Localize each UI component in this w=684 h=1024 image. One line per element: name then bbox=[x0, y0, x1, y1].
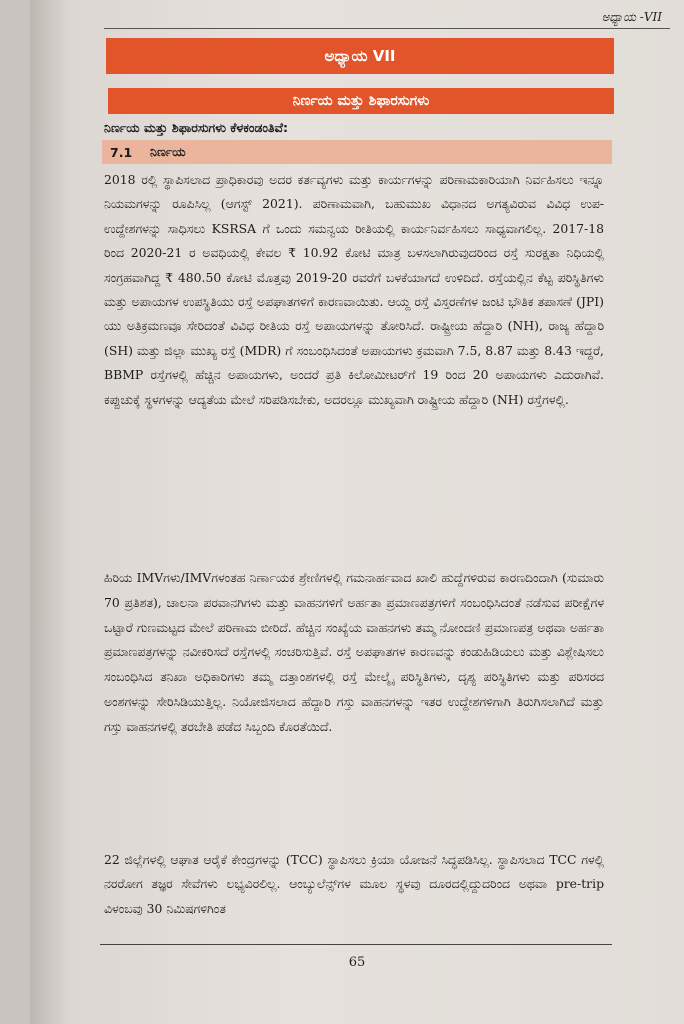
document-page bbox=[30, 0, 684, 1024]
footer-rule bbox=[100, 944, 612, 945]
intro-line: ನಿರ್ಣಯ ಮತ್ತು ಶಿಫಾರಸುಗಳು ಕೆಳಕಂಡಂತಿವೆ: bbox=[104, 120, 289, 135]
header-rule bbox=[104, 28, 670, 29]
subsection-number: 7.1 bbox=[110, 144, 133, 160]
paragraph-3: 22 ಜಿಲ್ಲೆಗಳಲ್ಲಿ ಆಘಾತ ಆರೈಕೆ ಕೇಂದ್ರಗಳನ್ನು (TCC) ಸ್ಥಾಪಿಸಲು ಕ್ರಿಯಾ ಯೋಜನೆ ಸಿದ್ಧಪಡಿಸಿಲ್ಲ. ಸ್ಥಾಪಿಸಲಾದ TCC ಗಳಲ್ಲಿ ನರರೋಗ ತಜ್ಞರ ಸೇವೆಗಳು ಲಭ್ಯವಿರಲಿಲ್ಲ. ಆಂಬ್ಯುಲೆನ್ಸ್‌ಗಳ ಮೂಲ ಸ್ಥಳವು ದೂರದಲ್ಲಿದ್ದುದರಿಂದ ಅಥವಾ pre-trip ವಿಳಂಬವು 30 ನಿಮಿಷಗಳಿಗಿಂತ bbox=[104, 852, 604, 916]
paragraph-2: ಹಿರಿಯ IMVಗಳು/IMVಗಳಂತಹ ನಿರ್ಣಾಯಕ ಶ್ರೇಣಿಗಳಲ್ಲಿ ಗಮನಾರ್ಹವಾದ ಖಾಲಿ ಹುದ್ದೆಗಳಿರುವ ಕಾರಣದಿಂದಾಗಿ (ಸುಮಾರು 70 ಪ್ರತಿಶತ), ಚಾಲನಾ ಪರವಾನಗಿಗಳು ಮತ್ತು ವಾಹನಗಳಿಗೆ ಅರ್ಹತಾ ಪ್ರಮಾಣಪತ್ರಗಳಿಗೆ ಸಂಬಂಧಿಸಿದಂತೆ ನಡೆಸುವ ಪರೀಕ್ಷೆಗಳ ಒಟ್ಟಾರೆ ಗುಣಮಟ್ಟದ ಮೇಲೆ ಪರಿಣಾಮ ಬೀರಿದೆ. ಹೆಚ್ಚಿನ ಸಂಖ್ಯೆಯ ವಾಹನಗಳು ತಮ್ಮ ನೋಂದಣಿ ಪ್ರಮಾಣಪತ್ರ ಅಥವಾ ಅರ್ಹತಾ ಪ್ರಮಾಣಪತ್ರಗಳನ್ನು ನವೀಕರಿಸದೆ ರಸ್ತೆಗಳಲ್ಲಿ ಸಂಚರಿಸುತ್ತಿವೆ. ರಸ್ತೆ ಅಪಘಾತಗಳ ಕಾರಣವನ್ನು ಕಂಡುಹಿಡಿಯಲು ಮತ್ತು ವಿಶ್ಲೇಷಿಸಲು ಸಂಬಂಧಿಸಿದ ತನಿಖಾ ಅಧಿಕಾರಿಗಳು ತಮ್ಮ ದತ್ತಾಂಶಗಳಲ್ಲಿ ರಸ್ತೆ ಮೇಲ್ಮೈ ಪರಿಸ್ಥಿತಿಗಳು, ದೃಶ್ಯ ಪರಿಸ್ಥಿತಿಗಳು ಮತ್ತು ಪರಿಸರದ ಅಂಶಗಳನ್ನು ಸೇರಿಸಿಡಿಯುತ್ತಿಲ್ಲ. ನಿಯೋಜಿಸಲಾದ ಹೆದ್ದಾರಿ ಗಸ್ತು ವಾಹನಗಳನ್ನು ಇತರ ಉದ್ದೇಶಗಳಿಗಾಗಿ ತಿರುಗಿಸಲಾಗಿದೆ ಮತ್ತು ಗಸ್ತು ವಾಹನಗಳಲ್ಲಿ ತರಬೇತಿ ಪಡೆದ ಸಿಬ್ಬಂದಿ ಕೊರತೆಯಿದೆ. bbox=[104, 570, 604, 734]
section-title-bar bbox=[108, 88, 614, 114]
section-title: ನಿರ್ಣಯ ಮತ್ತು ಶಿಫಾರಸುಗಳು bbox=[292, 93, 430, 109]
paragraph-1: 2018 ರಲ್ಲಿ ಸ್ಥಾಪಿಸಲಾದ ಪ್ರಾಧಿಕಾರವು ಅದರ ಕರ್ತವ್ಯಗಳು ಮತ್ತು ಕಾರ್ಯಗಳನ್ನು ಪರಿಣಾಮಕಾರಿಯಾಗಿ ನಿರ್ವಹಿಸಲು ಇನ್ನೂ ನಿಯಮಗಳನ್ನು ರೂಪಿಸಿಲ್ಲ (ಆಗಸ್ಟ್ 2021). ಪರಿಣಾಮವಾಗಿ, ಬಹುಮುಖ ವಿಧಾನದ ಅಗತ್ಯವಿರುವ ವಿವಿಧ ಉಪ-ಉದ್ದೇಶಗಳನ್ನು ಸಾಧಿಸಲು KSRSA ಗೆ ಒಂದು ಸಮನ್ವಯ ರೀತಿಯಲ್ಲಿ ಕಾರ್ಯನಿರ್ವಹಿಸಲು ಸಾಧ್ಯವಾಗಲಿಲ್ಲ. 2017-18 ರಿಂದ 2020-21 ರ ಅವಧಿಯಲ್ಲಿ ಕೇವಲ ₹ 10.92 ಕೋಟಿ ಮಾತ್ರ ಬಳಸಲಾಗಿರುವುದರಿಂದ ರಸ್ತೆ ಸುರಕ್ಷತಾ ನಿಧಿಯಲ್ಲಿ ಸಂಗ್ರಹವಾಗಿದ್ದ ₹ 480.50 ಕೋಟಿ ಮೊತ್ತವು 2019-20 ರವರೆಗೆ ಬಳಕೆಯಾಗದೆ ಉಳಿದಿದೆ. ರಸ್ತೆಯಲ್ಲಿನ ಕೆಟ್ಟ ಪರಿಸ್ಥಿತಿಗಳು ಮತ್ತು ಅಪಾಯಗಳ ಉಪಸ್ಥಿತಿಯು ರಸ್ತೆ ಅಪಘಾತಗಳಿಗೆ ಕಾರಣವಾಯಿತು. ಆಯ್ದ ರಸ್ತೆ ವಿಸ್ತರಣೆಗಳ ಜಂಟಿ ಭೌತಿಕ ತಪಾಸಣೆ (JPI) ಯು ಅತಿಕ್ರಮಣವೂ ಸೇರಿದಂತೆ ವಿವಿಧ ರೀತಿಯ ರಸ್ತೆ ಅಪಾಯಗಳನ್ನು ತೋರಿಸಿದೆ. ರಾಷ್ಟ್ರೀಯ ಹೆದ್ದಾರಿ (NH), ರಾಜ್ಯ ಹೆದ್ದಾರಿ (SH) ಮತ್ತು ಜಿಲ್ಲಾ ಮುಖ್ಯ ರಸ್ತೆ (MDR) ಗೆ ಸಂಬಂಧಿಸಿದಂತೆ ಅಪಾಯಗಳು ಕ್ರಮವಾಗಿ 7.5, 8.87 ಮತ್ತು 8.43 ಇದ್ದರೆ, BBMP ರಸ್ತೆಗಳಲ್ಲಿ ಹೆಚ್ಚಿನ ಅಪಾಯಗಳು, ಅಂದರೆ ಪ್ರತಿ ಕಿಲೋಮೀಟರ್‌ಗೆ 19 ರಿಂದ 20 ಅಪಾಯಗಳು ಎದುರಾಗಿವೆ. ಕಪ್ಪುಚುಕ್ಕೆ ಸ್ಥಳಗಳನ್ನು ಆದ್ಯತೆಯ ಮೇಲೆ ಸರಿಪಡಿಸಬೇಕು, ಅದರಲ್ಲೂ ಮುಖ್ಯವಾಗಿ ರಾಷ್ಟ್ರೀಯ ಹೆದ್ದಾರಿ (NH) ರಸ್ತೆಗಳಲ್ಲಿ. bbox=[104, 172, 605, 407]
subsection-title: ನಿರ್ಣಯ bbox=[150, 144, 186, 159]
page-number: 65 bbox=[348, 955, 366, 970]
running-header: ಅಧ್ಯಾಯ -VII bbox=[601, 10, 662, 24]
chapter-title-bar bbox=[106, 38, 614, 74]
subsection-bar bbox=[102, 140, 612, 164]
chapter-title: ಅಧ್ಯಾಯ VII bbox=[324, 47, 396, 65]
